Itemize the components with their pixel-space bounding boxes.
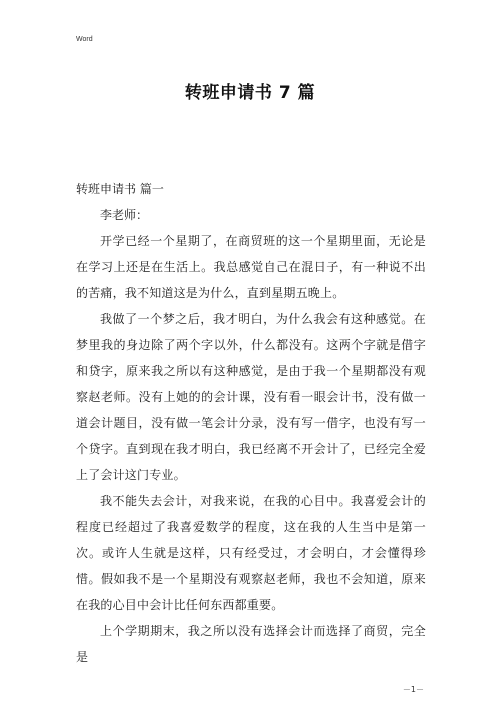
letter-greeting: 李老师： xyxy=(100,208,149,222)
paragraph-1: 开学已经一个星期了，在商贸班的这一个星期里面，无论是在学习上还是在生活上。我总感觉自己在混日子，有一种说不出的苦痛，我不知道这是为什么，直到星期五晚上。 xyxy=(76,234,426,300)
section-subtitle: 转班申请书 篇一 xyxy=(76,182,164,196)
paragraph-2: 我做了一个梦之后，我才明白，为什么我会有这种感觉。在梦里我的身边除了两个字以外，什么都没有。这两个字就是借字和贷字，原来我之所以有这种感觉，是由于我一个星期都没有观察赵老师。没有上她的的会计课，没有看一眼会计书，没有做一道会计题目，没有做一笔会计分录，没有写一借字，也没有写一个贷字。直到现在我才明白，我已经离不开会计了，已经完全爱上了会计这门专业。 xyxy=(76,312,426,482)
header-app-label: Word xyxy=(76,36,93,43)
document-body xyxy=(76,176,426,670)
paragraph-4: 上个学期期末，我之所以没有选择会计而选择了商贸，完全是 xyxy=(76,624,426,664)
paragraph-3: 我不能失去会计，对我来说，在我的心目中。我喜爱会计的程度已经超过了我喜爱数学的程度，这在我的人生当中是第一次。或许人生就是这样，只有经受过，才会明白，才会懂得珍惜。假如我不是一个星期没有观察赵老师，我也不会知道，原来在我的心目中会计比任何东西都重要。 xyxy=(76,494,426,612)
page-number: －1－ xyxy=(402,685,424,694)
document-title: 转班申请书 7 篇 xyxy=(184,83,316,103)
